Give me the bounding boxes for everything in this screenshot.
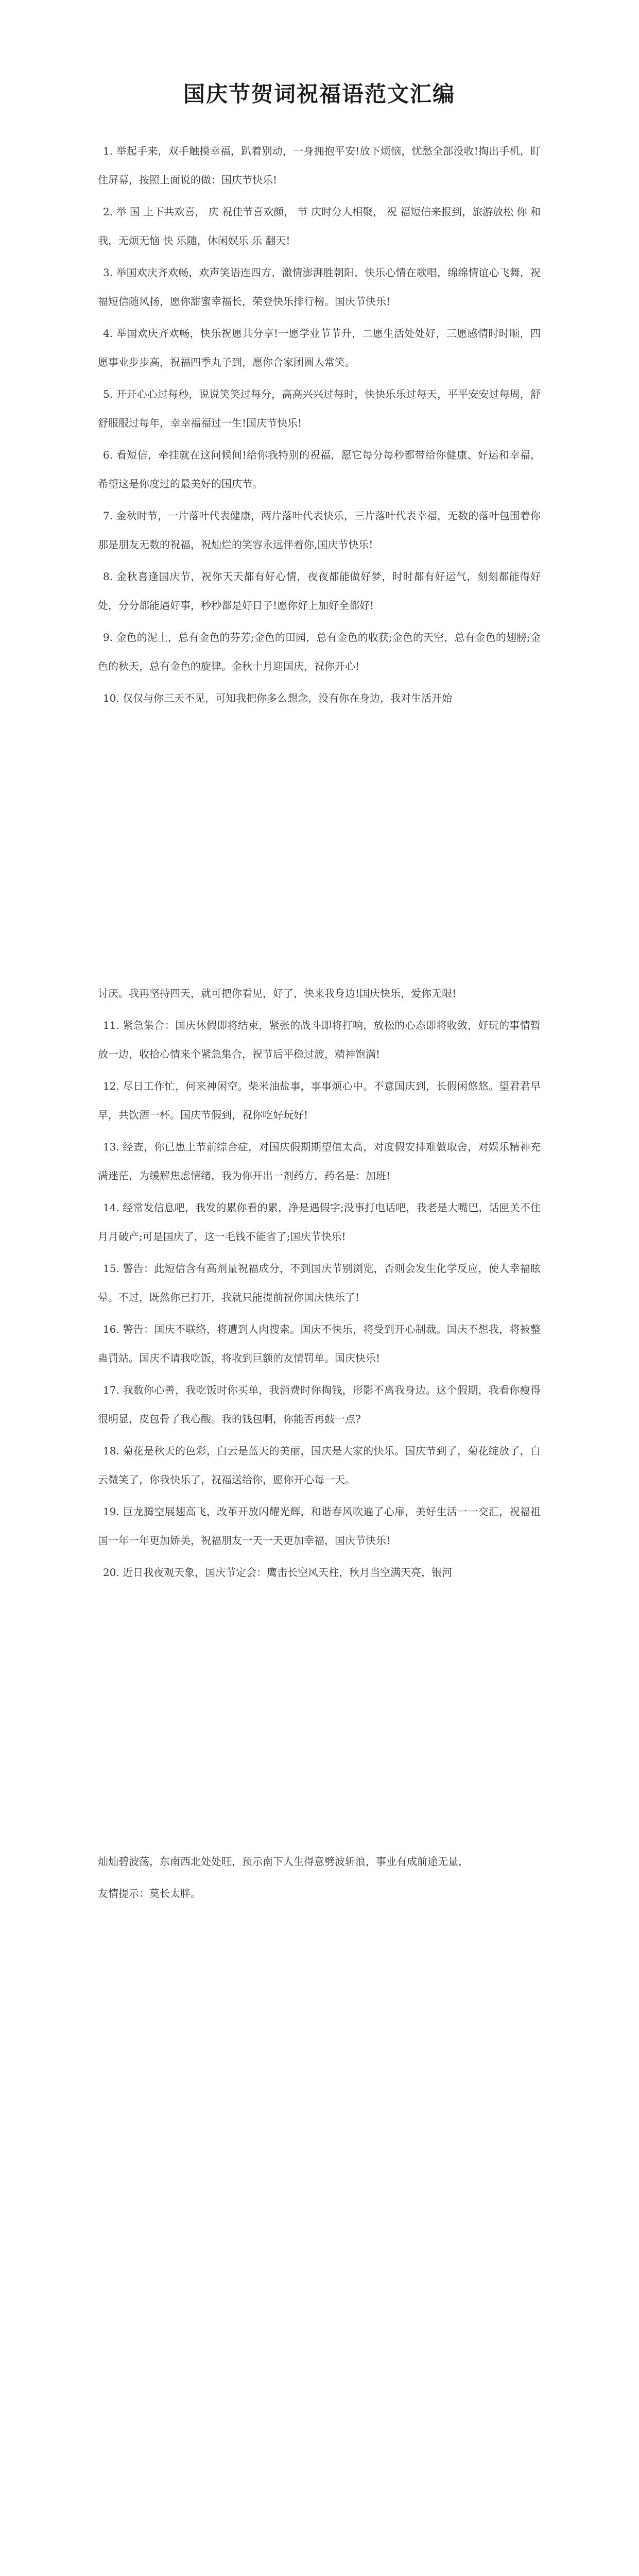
paragraph: 10. 仅仅与你三天不见，可知我把你多么想念，没有你在身边，我对生活开始 [103,692,453,704]
paragraph: 8. 金秋喜逢国庆节，祝你天天都有好心情，夜夜都能做好梦，时时都有好运气，刻刻都能得好处，分分都能遇好事，秒秒都是好日子!愿你好上加好全都好! [98,570,541,612]
paragraph: 5. 开开心心过每秒，说说笑笑过每分，高高兴兴过每时，快快乐乐过每天，平平安安过每周，舒舒服服过每年，幸幸福福过一生!国庆节快乐! [98,388,541,429]
paragraph: 20. 近日我夜观天象，国庆节定会：鹰击长空风天柱，秋月当空满天亮，银河 [103,1566,453,1579]
paragraph: 19. 巨龙腾空展翅高飞，改革开放闪耀光辉，和谐春风吹遍了心扉，美好生活一一交汇，祝福祖国一年一年更加娇美，祝福朋友一天一天更加幸福，国庆节快乐! [98,1505,541,1547]
paragraph: 12. 尽日工作忙，何来神闲空。柴米油盐事，事事烦心中。不意国庆到，长假闲悠悠。望君君早早，共饮酒一杯。国庆节假到，祝你吃好玩好! [98,1080,541,1121]
paragraph: 讨厌。我再坚持四天，就可把你看见，好了，快来我身边!国庆快乐，爱你无限! [98,987,457,999]
paragraph: 14. 经常发信息吧，我发的累你看的累，净是遇假字;没事打电话吧，我老是大嘴巴，话匣关不住月月破产;可是国庆了，这一毛钱不能省了;国庆节快乐! [98,1201,541,1243]
paragraph: 3. 举国欢庆齐欢畅，欢声笑语连四方，激情澎湃胜朝阳，快乐心情在歌唱，绵绵情谊心飞舞，祝福短信随风扬，愿你甜蜜幸福长，荣登快乐排行榜。国庆节快乐! [98,266,541,308]
paragraph: 16. 警告：国庆不联络，将遭到人肉搜索。国庆不快乐，将受到开心制裁。国庆不想我，将被整蛊罚站。国庆不请我吃饭，将收到巨额的友情罚单。国庆快乐! [98,1323,541,1364]
paragraph: 15. 警告：此短信含有高剂量祝福成分，不到国庆节别浏览，否则会发生化学反应，使人幸福眩晕。不过，既然你已打开，我就只能提前祝你国庆快乐了! [98,1262,541,1303]
section-2 [98,979,541,1590]
paragraph: 18. 菊花是秋天的色彩，白云是蓝天的美丽，国庆是大家的快乐。国庆节到了，菊花绽放了，白云微笑了，你我快乐了，祝福送给你，愿你开心每一天。 [98,1445,541,1486]
paragraph: 6. 看短信，牵挂就在这问候间!给你我特别的祝福，愿它每分每秒都带给你健康、好运和幸福，希望这是你度过的最美好的国庆节。 [98,449,541,490]
paragraph: 2. 举 国 上下共欢喜， 庆 祝佳节喜欢颜， 节 庆时分人相聚， 祝 福短信来报到，旅游放松 你 和我，无烦无恼 快 乐随，休闲娱乐 乐 翻天! [98,206,541,247]
section-3 [98,1847,541,1911]
paragraph: 9. 金色的泥土，总有金色的芬芳;金色的田园，总有金色的收获;金色的天空，总有金色的翅膀;金色的秋天，总有金色的旋律。金秋十月迎国庆，祝你开心! [98,631,541,672]
section-1 [98,137,541,716]
paragraph: 1. 举起手来，双手触摸幸福，趴着别动，一身拥抱平安!放下烦恼，忧愁全部没收!掏出手机，盯住屏幕，按照上面说的做：国庆节快乐! [98,145,541,186]
paragraph: 4. 举国欢庆齐欢畅，快乐祝愿共分享!一愿学业节节升，二愿生活处处好，三愿感情时时顺，四愿事业步步高，祝福四季丸子到，愿你合家团圆人常笑。 [98,327,541,368]
document-title: 国庆节贺词祝福语范文汇编 [183,81,455,107]
paragraph: 灿灿碧波荡，东南西北处处旺，预示南下人生得意劈波斩浪，事业有成前途无量， [98,1855,469,1868]
paragraph: 友情提示：莫长太胖。 [98,1887,201,1900]
paragraph: 7. 金秋时节，一片落叶代表健康，两片落叶代表快乐，三片落叶代表幸福，无数的落叶包围着你那是朋友无数的祝福，祝灿烂的笑容永远伴着你,国庆节快乐! [98,510,541,551]
paragraph: 11. 紧急集合：国庆休假即将结束，紧张的战斗即将打响，放松的心态即将收敛，好玩的事情暂放一边，收拾心情来个紧急集合，祝节后平稳过渡，精神饱满! [98,1019,541,1060]
paragraph: 13. 经查，你已患上节前综合症，对国庆假期期望值太高，对度假安排难做取舍，对娱乐精神充满迷茫，为缓解焦虑情绪，我为你开出一剂药方，药名是：加班! [98,1141,541,1182]
paragraph: 17. 我数你心善，我吃饭时你买单，我消费时你掏钱，形影不离我身边。这个假期，我看你瘦得很明显，皮包骨了我心酸。我的钱包啊，你能否再鼓一点? [98,1384,541,1425]
